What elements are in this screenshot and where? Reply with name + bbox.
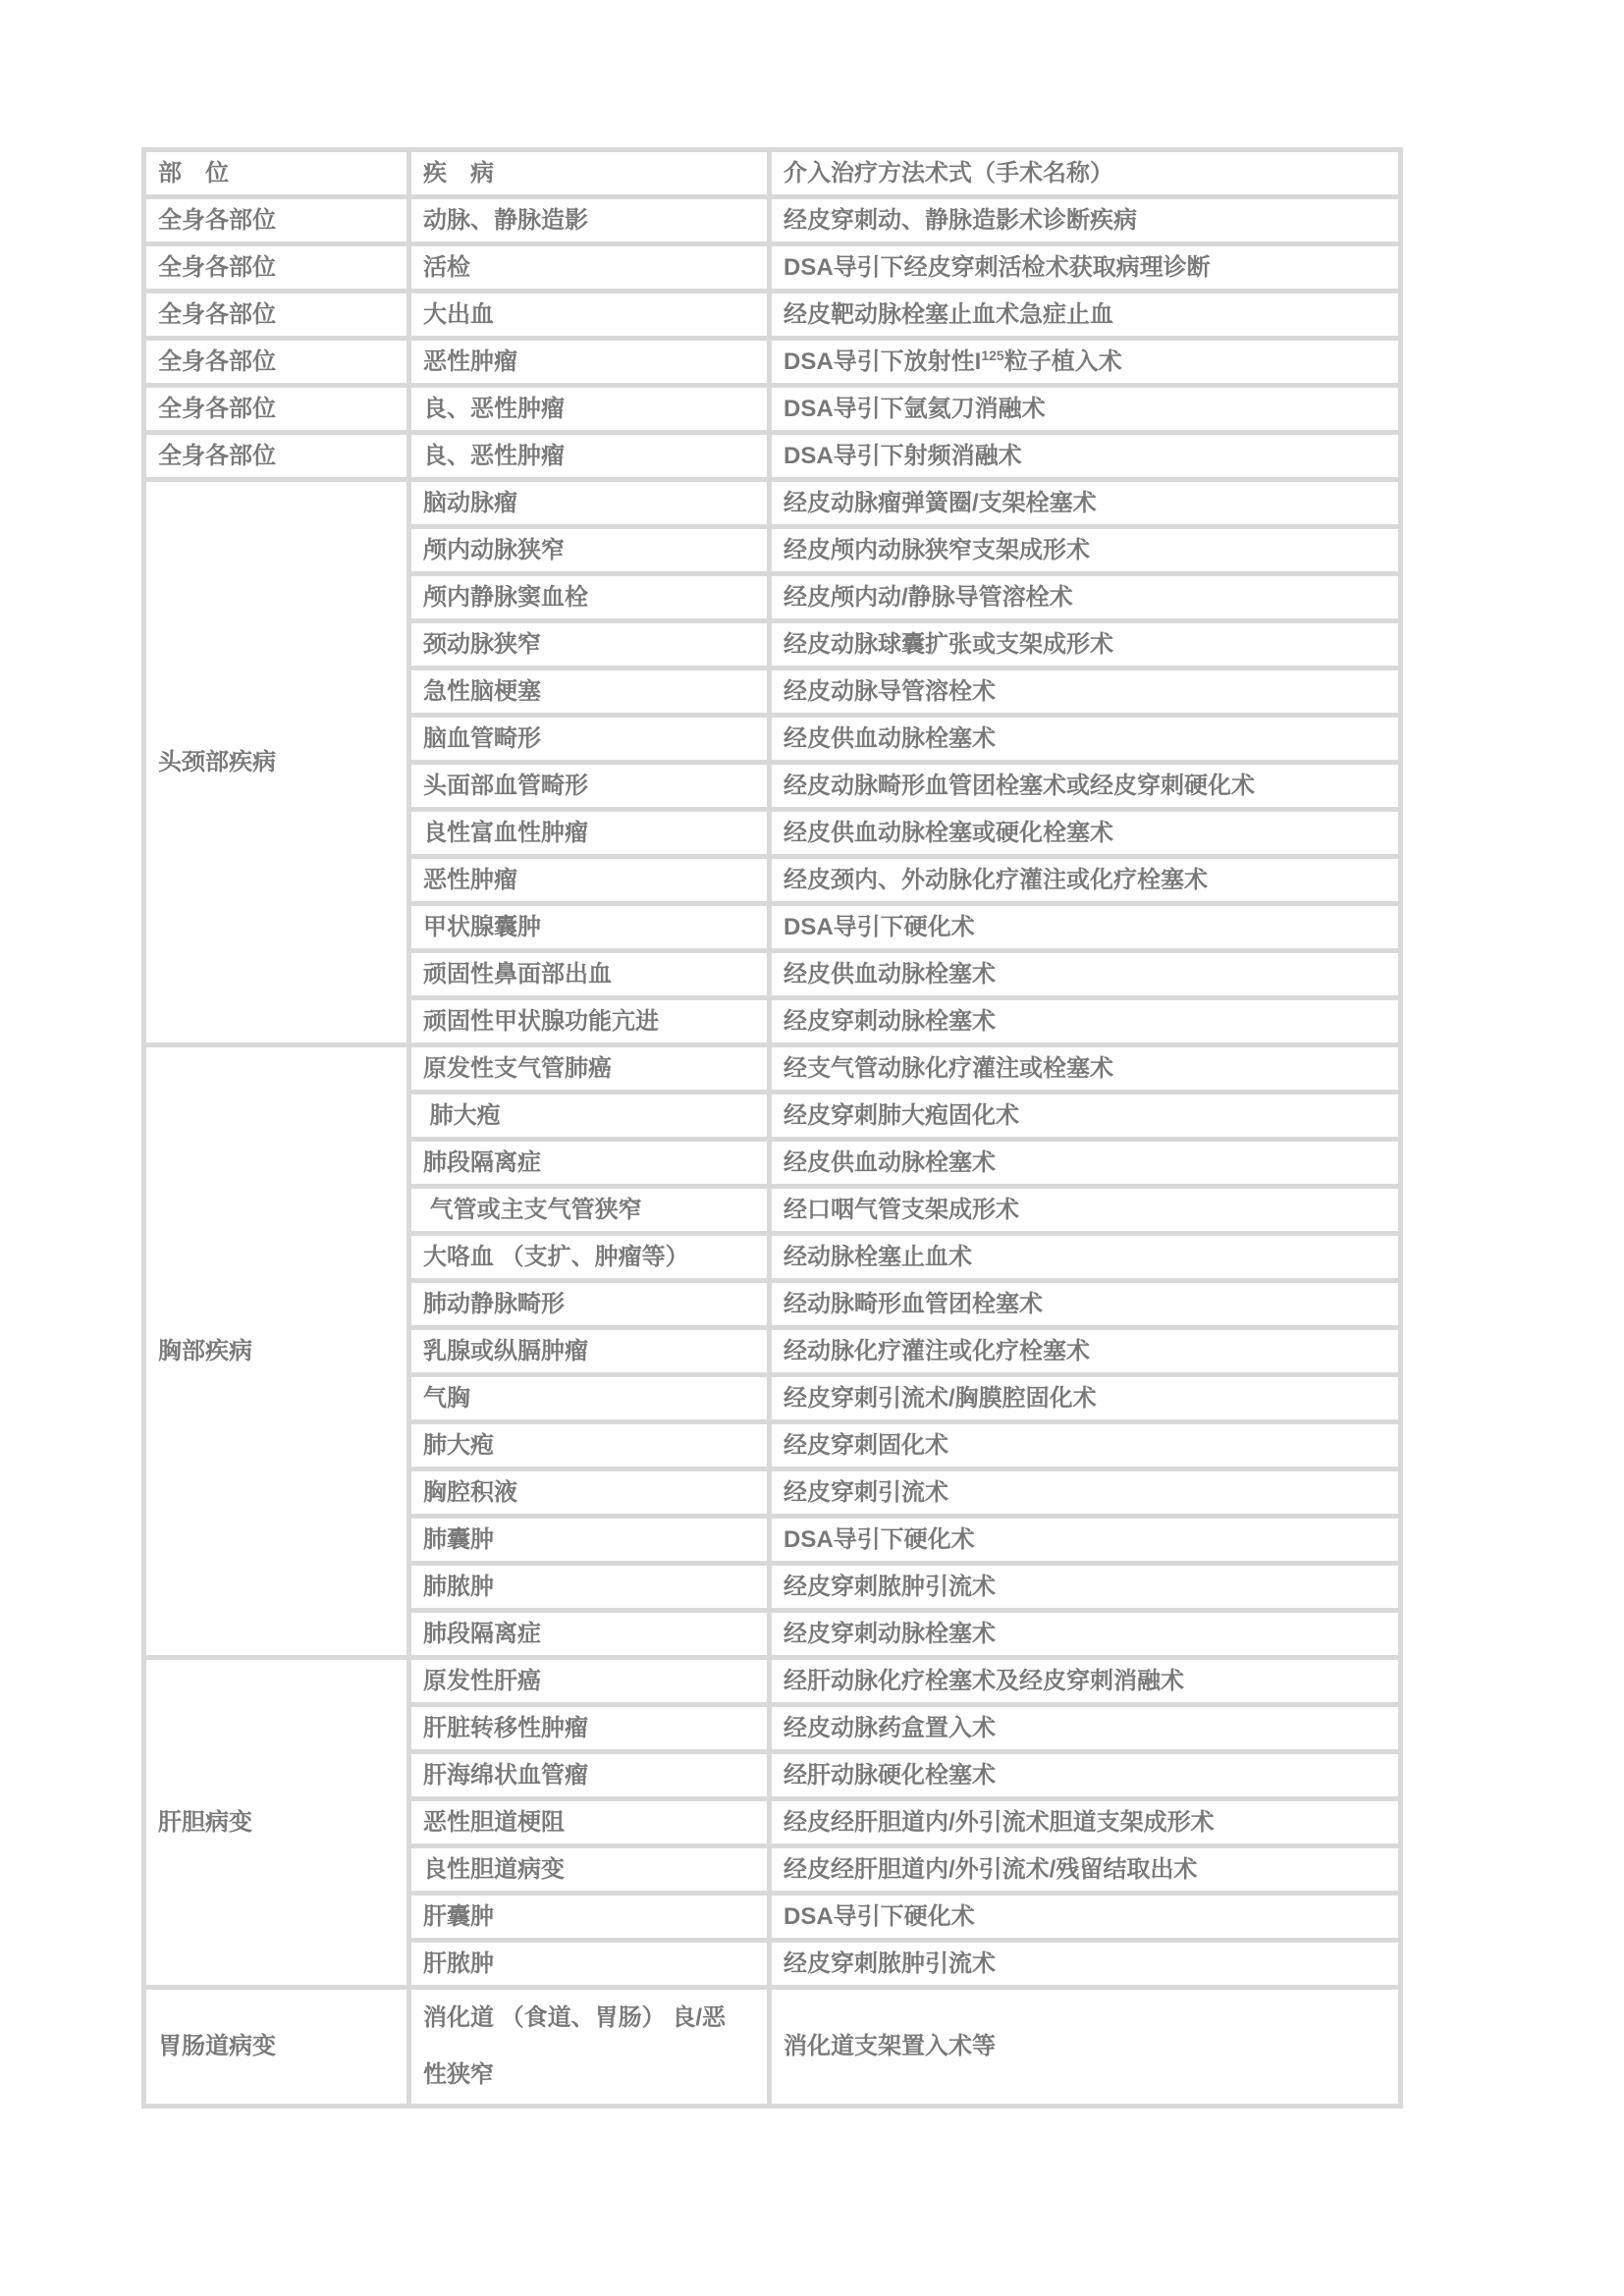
disease-cell: 头面部血管畸形 [411, 765, 767, 807]
procedure-header-cell: 介入治疗方法术式（手术名称） [772, 152, 1398, 194]
disease-cell: 恶性肿瘤 [411, 341, 767, 383]
disease-cell: 乳腺或纵膈肿瘤 [411, 1330, 767, 1372]
procedure-cell: 经皮穿刺肺大疱固化术 [772, 1095, 1398, 1137]
disease-cell: 良、恶性肿瘤 [411, 388, 767, 430]
procedure-cell: 经皮供血动脉栓塞术 [772, 953, 1398, 995]
disease-cell: 消化道 （食道、胃肠） 良/恶性狭窄 [411, 1990, 767, 2104]
part-cell: 全身各部位 [146, 246, 406, 289]
procedure-cell: 经皮穿刺动脉栓塞术 [772, 1613, 1398, 1655]
table-row [146, 388, 1398, 430]
disease-cell: 脑动脉瘤 [411, 482, 767, 524]
disease-cell: 肝脏转移性肿瘤 [411, 1707, 767, 1749]
table-row [146, 1990, 1398, 2104]
section-part-cell-gastrointestinal: 胃肠道病变 [146, 1990, 406, 2104]
section-part-cell-head-neck: 头颈部疾病 [146, 482, 406, 1042]
disease-cell: 大出血 [411, 294, 767, 336]
disease-cell: 气胸 [411, 1377, 767, 1419]
procedure-cell: 经皮穿刺脓肿引流术 [772, 1566, 1398, 1608]
procedure-cell: DSA导引下氩氦刀消融术 [772, 388, 1398, 430]
procedure-cell: 经肝动脉化疗栓塞术及经皮穿刺消融术 [772, 1660, 1398, 1702]
procedure-cell: 经皮穿刺动脉栓塞术 [772, 1000, 1398, 1042]
procedure-cell: 经皮颅内动脉狭窄支架成形术 [772, 529, 1398, 571]
table-row [146, 1660, 1398, 1702]
disease-cell: 脑血管畸形 [411, 718, 767, 760]
procedure-cell: DSA导引下硬化术 [772, 906, 1398, 948]
disease-header-cell: 疾 病 [411, 152, 767, 194]
disease-cell: 恶性肿瘤 [411, 859, 767, 901]
disease-cell: 肝海绵状血管瘤 [411, 1754, 767, 1796]
table-row [146, 482, 1398, 524]
isotope-125-superscript: 125 [981, 347, 1004, 363]
disease-cell: 肺大疱 [411, 1095, 767, 1137]
disease-cell: 肺动静脉畸形 [411, 1283, 767, 1325]
disease-cell: 顽固性甲状腺功能亢进 [411, 1000, 767, 1042]
section-part-cell-chest: 胸部疾病 [146, 1047, 406, 1655]
procedure-cell: 经皮穿刺引流术 [772, 1471, 1398, 1514]
procedure-cell: 经皮动脉药盒置入术 [772, 1707, 1398, 1749]
table-row [146, 246, 1398, 289]
disease-cell: 原发性支气管肺癌 [411, 1047, 767, 1090]
procedure-cell: DSA导引下射频消融术 [772, 435, 1398, 477]
part-cell: 全身各部位 [146, 341, 406, 383]
table-row [146, 294, 1398, 336]
part-cell: 全身各部位 [146, 435, 406, 477]
disease-cell: 肺大疱 [411, 1424, 767, 1467]
procedure-cell: 经肝动脉硬化栓塞术 [772, 1754, 1398, 1796]
procedure-cell: 经皮穿刺动、静脉造影术诊断疾病 [772, 199, 1398, 241]
part-header-cell: 部 位 [146, 152, 406, 194]
procedure-text: DSA导引下放射性I [784, 348, 982, 375]
disease-cell: 良性胆道病变 [411, 1848, 767, 1891]
table-row [146, 1047, 1398, 1090]
procedure-cell: 经皮动脉导管溶栓术 [772, 670, 1398, 713]
table-row [146, 435, 1398, 477]
disease-cell: 甲状腺囊肿 [411, 906, 767, 948]
table-row [146, 199, 1398, 241]
procedure-cell: 经皮穿刺固化术 [772, 1424, 1398, 1467]
procedure-cell: 消化道支架置入术等 [772, 1990, 1398, 2104]
procedure-cell: 经皮动脉瘤弹簧圈/支架栓塞术 [772, 482, 1398, 524]
disease-cell: 顽固性鼻面部出血 [411, 953, 767, 995]
procedure-cell: 经皮颈内、外动脉化疗灌注或化疗栓塞术 [772, 859, 1398, 901]
header-row [146, 152, 1398, 194]
procedure-cell: DSA导引下经皮穿刺活检术获取病理诊断 [772, 246, 1398, 289]
procedure-cell: 经皮供血动脉栓塞或硬化栓塞术 [772, 812, 1398, 854]
disease-cell: 肝囊肿 [411, 1896, 767, 1938]
table-row [146, 341, 1398, 383]
procedures-table [141, 147, 1403, 2109]
disease-cell: 肺脓肿 [411, 1566, 767, 1608]
procedure-cell: 经皮穿刺脓肿引流术 [772, 1943, 1398, 1985]
disease-cell: 活检 [411, 246, 767, 289]
disease-cell: 颅内静脉窦血栓 [411, 576, 767, 618]
procedure-cell: 经皮靶动脉栓塞止血术急症止血 [772, 294, 1398, 336]
disease-cell: 肺囊肿 [411, 1519, 767, 1561]
disease-cell: 良、恶性肿瘤 [411, 435, 767, 477]
procedure-cell: 经口咽气管支架成形术 [772, 1189, 1398, 1231]
disease-cell: 大咯血 （支扩、肿瘤等） [411, 1236, 767, 1278]
disease-cell: 恶性胆道梗阻 [411, 1801, 767, 1843]
disease-cell: 动脉、静脉造影 [411, 199, 767, 241]
procedure-cell [772, 341, 1398, 383]
disease-cell: 良性富血性肿瘤 [411, 812, 767, 854]
procedure-cell: 经皮颅内动/静脉导管溶栓术 [772, 576, 1398, 618]
procedure-cell: 经动脉化疗灌注或化疗栓塞术 [772, 1330, 1398, 1372]
disease-cell: 胸腔积液 [411, 1471, 767, 1514]
procedure-cell: DSA导引下硬化术 [772, 1896, 1398, 1938]
procedure-cell: DSA导引下硬化术 [772, 1519, 1398, 1561]
procedure-cell: 经支气管动脉化疗灌注或栓塞术 [772, 1047, 1398, 1090]
procedure-cell: 经动脉栓塞止血术 [772, 1236, 1398, 1278]
procedure-text: 粒子植入术 [1003, 348, 1122, 375]
disease-cell: 颅内动脉狭窄 [411, 529, 767, 571]
section-part-cell-hepatobiliary: 肝胆病变 [146, 1660, 406, 1985]
disease-cell: 原发性肝癌 [411, 1660, 767, 1702]
disease-cell: 肺段隔离症 [411, 1613, 767, 1655]
part-cell: 全身各部位 [146, 294, 406, 336]
procedure-cell: 经皮经肝胆道内/外引流术/残留结取出术 [772, 1848, 1398, 1891]
disease-cell: 肝脓肿 [411, 1943, 767, 1985]
procedure-cell: 经皮动脉球囊扩张或支架成形术 [772, 623, 1398, 666]
disease-cell: 急性脑梗塞 [411, 670, 767, 713]
disease-cell: 颈动脉狭窄 [411, 623, 767, 666]
part-cell: 全身各部位 [146, 388, 406, 430]
procedure-cell: 经皮供血动脉栓塞术 [772, 1142, 1398, 1184]
procedure-cell: 经皮动脉畸形血管团栓塞术或经皮穿刺硬化术 [772, 765, 1398, 807]
part-cell: 全身各部位 [146, 199, 406, 241]
disease-cell: 气管或主支气管狭窄 [411, 1189, 767, 1231]
procedure-cell: 经皮经肝胆道内/外引流术胆道支架成形术 [772, 1801, 1398, 1843]
procedure-cell: 经皮穿刺引流术/胸膜腔固化术 [772, 1377, 1398, 1419]
disease-cell: 肺段隔离症 [411, 1142, 767, 1184]
procedure-cell: 经动脉畸形血管团栓塞术 [772, 1283, 1398, 1325]
procedure-cell: 经皮供血动脉栓塞术 [772, 718, 1398, 760]
